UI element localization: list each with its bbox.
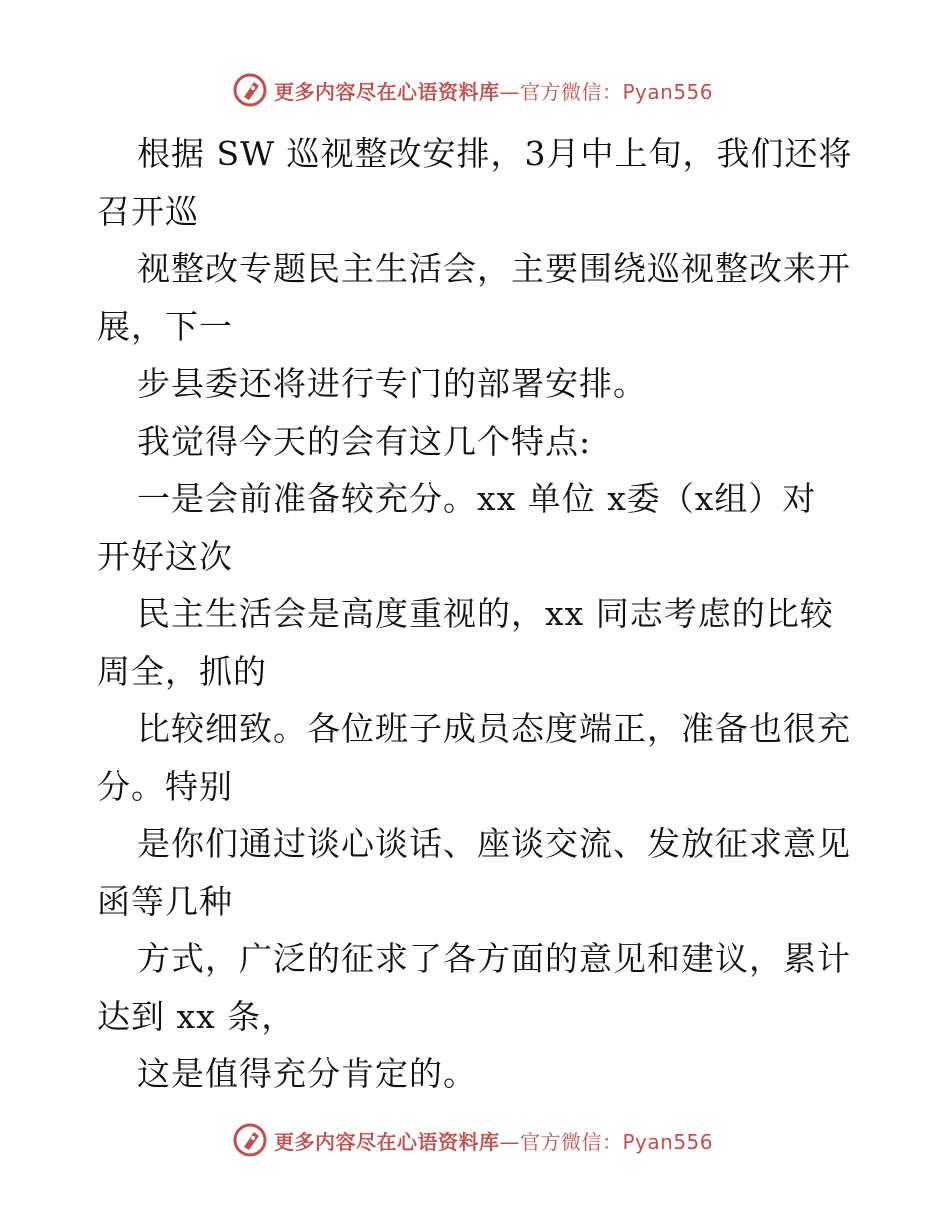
- text-line: 根据 SW 巡视整改安排，3月中上旬，我们还将: [137, 134, 853, 173]
- text-line: 民主生活会是高度重视的，xx 同志考虑的比较: [137, 594, 834, 633]
- document-body: [97, 125, 857, 1103]
- pen-nib-logo-icon: [232, 72, 268, 108]
- banner-text: 更多内容尽在心语资料库—官方微信：Pyan556: [274, 1129, 714, 1154]
- footer-banner: [232, 1120, 713, 1160]
- text-line: 比较细致。各位班子成员态度端正，准备也很充: [137, 709, 851, 748]
- text-line: 这是值得充分肯定的。: [137, 1054, 477, 1093]
- text-line: 开好这次: [97, 536, 233, 576]
- text-line: 函等几种: [97, 881, 233, 921]
- text-line: 达到 xx 条，: [97, 996, 296, 1036]
- banner-text: 更多内容尽在心语资料库—官方微信：Pyan556: [274, 79, 714, 104]
- text-line: 一是会前准备较充分。xx 单位 x委（x组）对: [137, 479, 817, 518]
- text-line: 步县委还将进行专门的部署安排。: [137, 364, 647, 403]
- text-line: 展，下一: [97, 306, 233, 346]
- pen-nib-logo-icon: [232, 1122, 268, 1158]
- text-line: 方式，广泛的征求了各方面的意见和建议，累计: [137, 939, 851, 978]
- text-line: 召开巡: [97, 191, 199, 231]
- text-line: 视整改专题民主生活会，主要围绕巡视整改来开: [137, 249, 851, 288]
- text-line: 分。特别: [97, 766, 233, 806]
- text-line: 是你们通过谈心谈话、座谈交流、发放征求意见: [137, 824, 851, 863]
- text-line: 周全，抓的: [97, 651, 267, 691]
- text-line: 我觉得今天的会有这几个特点:: [137, 421, 592, 461]
- header-banner: [232, 70, 713, 110]
